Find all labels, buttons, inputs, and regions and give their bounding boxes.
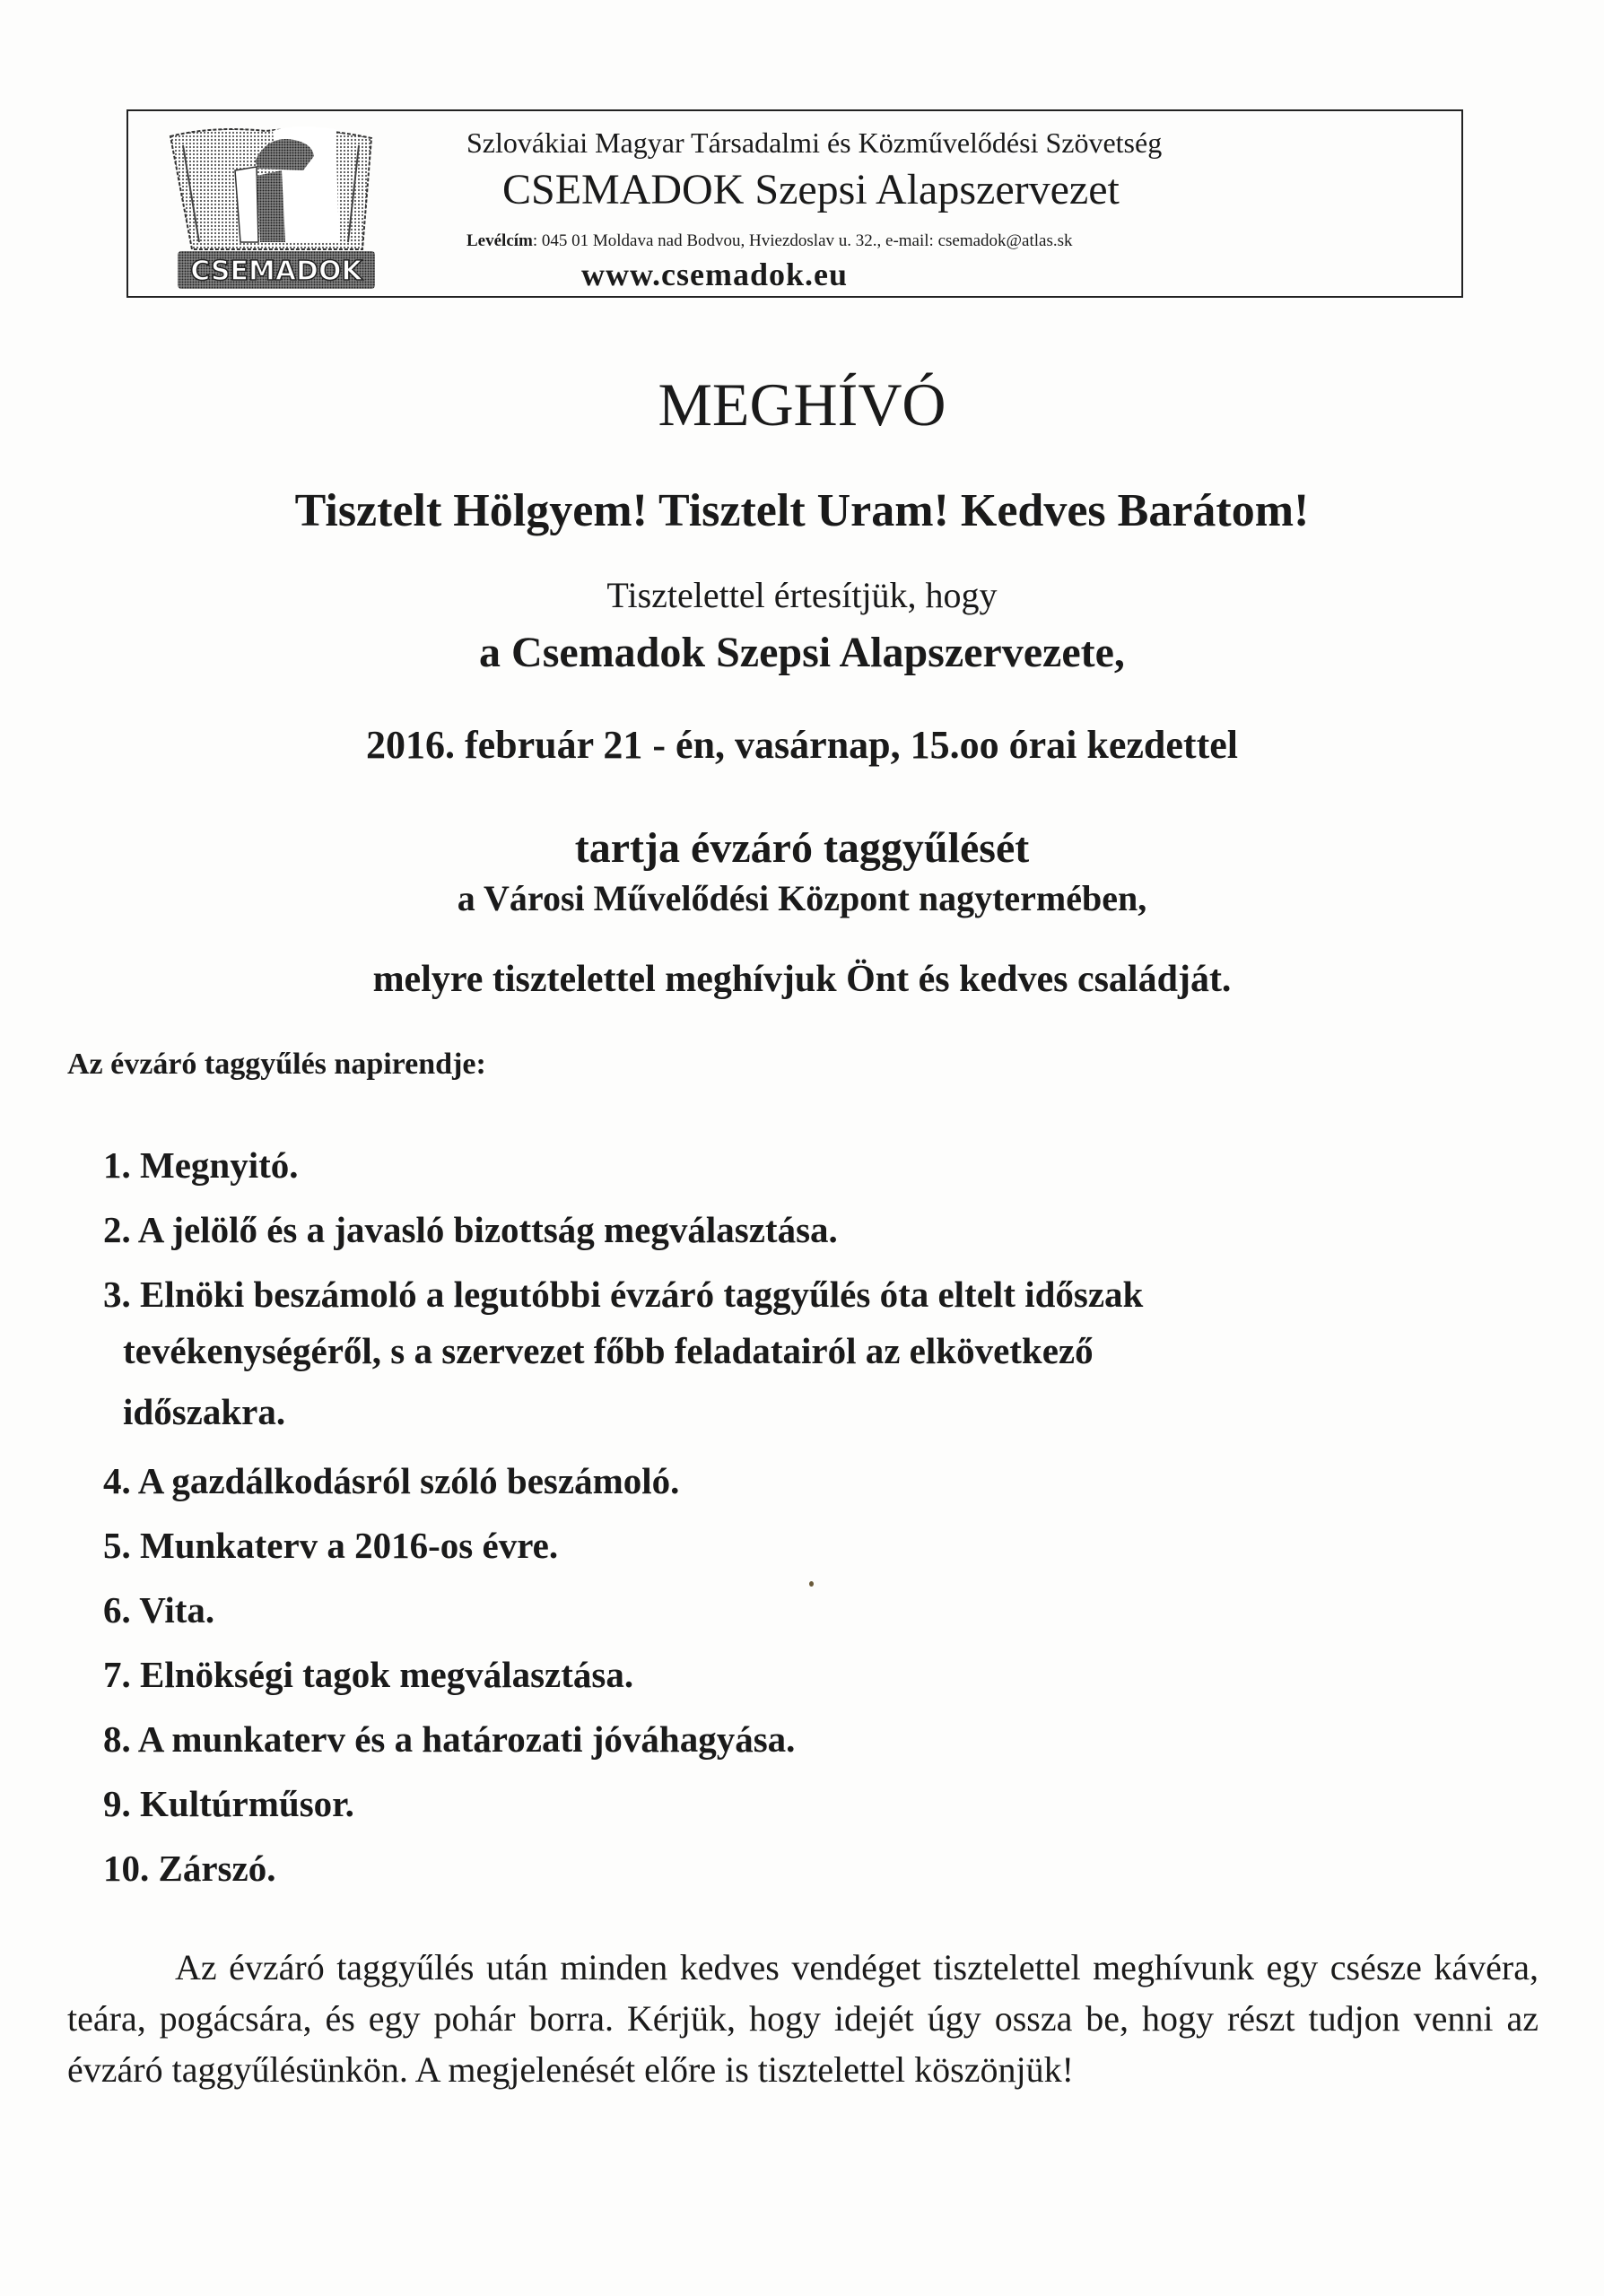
postal-address (466, 231, 1073, 251)
agenda-item: 1. Megnyitó. (103, 1144, 299, 1186)
agenda-item: 9. Kultúrműsor. (103, 1783, 354, 1824)
agenda-item: 2. A jelölő és a javasló bizottság megválasztása. (103, 1209, 838, 1250)
closing-paragraph: Az évzáró taggyűlés után minden kedves vendéget tisztelettel meghívunk egy csésze kávéra, teára, pogácsára, és egy pohár borra. Kérjük, hogy idejét úgy ossza be, hogy részt tudjon venni az évzáró taggyűlésünkön. A megjelenését előre is tisztelettel köszönjük! (67, 1947, 1539, 2090)
agenda-item: 10. Zárszó. (103, 1848, 276, 1889)
website-link[interactable]: www.csemadok.eu (581, 257, 849, 292)
invite-line: melyre tisztelettel meghívjuk Önt és kedves családját. (372, 959, 1232, 1000)
agenda-item: 7. Elnökségi tagok megválasztása. (103, 1654, 634, 1695)
agenda-list (103, 1139, 1503, 1907)
organization-name: CSEMADOK Szepsi Alapszervezet (502, 166, 1120, 213)
csemadok-logo (160, 117, 393, 296)
agenda-item-continuation: tevékenységéről, s a szervezet főbb feladatairól az elkövetkező (123, 1330, 1094, 1371)
event-venue: a Városi Művelődési Központ nagytermében, (457, 878, 1147, 918)
agenda-item: 4. A gazdálkodásról szóló beszámoló. (103, 1460, 680, 1501)
agenda-item-continuation: időszakra. (123, 1391, 286, 1432)
scan-speck (809, 1581, 814, 1587)
agenda-item (103, 1268, 1503, 1442)
agenda-item-text: 3. Elnöki beszámoló a legutóbbi évzáró taggyűlés óta eltelt időszak (103, 1274, 1144, 1315)
address-label: Levélcím (466, 231, 533, 250)
greeting: Tisztelt Hölgyem! Tisztelt Uram! Kedves Barátom! (294, 485, 1310, 536)
intro-line-1: Tisztelettel értesítjük, hogy (606, 575, 998, 615)
document-title: MEGHÍVÓ (658, 370, 946, 439)
agenda-item: 6. Vita. (103, 1589, 215, 1631)
agenda-item: 5. Munkaterv a 2016-os évre. (103, 1525, 559, 1566)
intro-line-2: a Csemadok Szepsi Alapszervezete, (479, 629, 1125, 676)
agenda-item: 8. A munkaterv és a határozati jóváhagyása. (103, 1718, 796, 1760)
address-text: : 045 01 Moldava nad Bodvou, Hviezdoslav u. 32., e-mail: csemadok@atlas.sk (532, 231, 1073, 250)
event-datetime: 2016. február 21 - én, vasárnap, 15.oo órai kezdettel (366, 723, 1238, 767)
event-line-1: tartja évzáró taggyűlését (574, 824, 1030, 872)
organization-full-name: Szlovákiai Magyar Társadalmi és Közművelődési Szövetség (466, 126, 1163, 159)
agenda-title: Az évzáró taggyűlés napirendje: (67, 1048, 486, 1081)
logo-text: CSEMADOK (190, 256, 362, 287)
